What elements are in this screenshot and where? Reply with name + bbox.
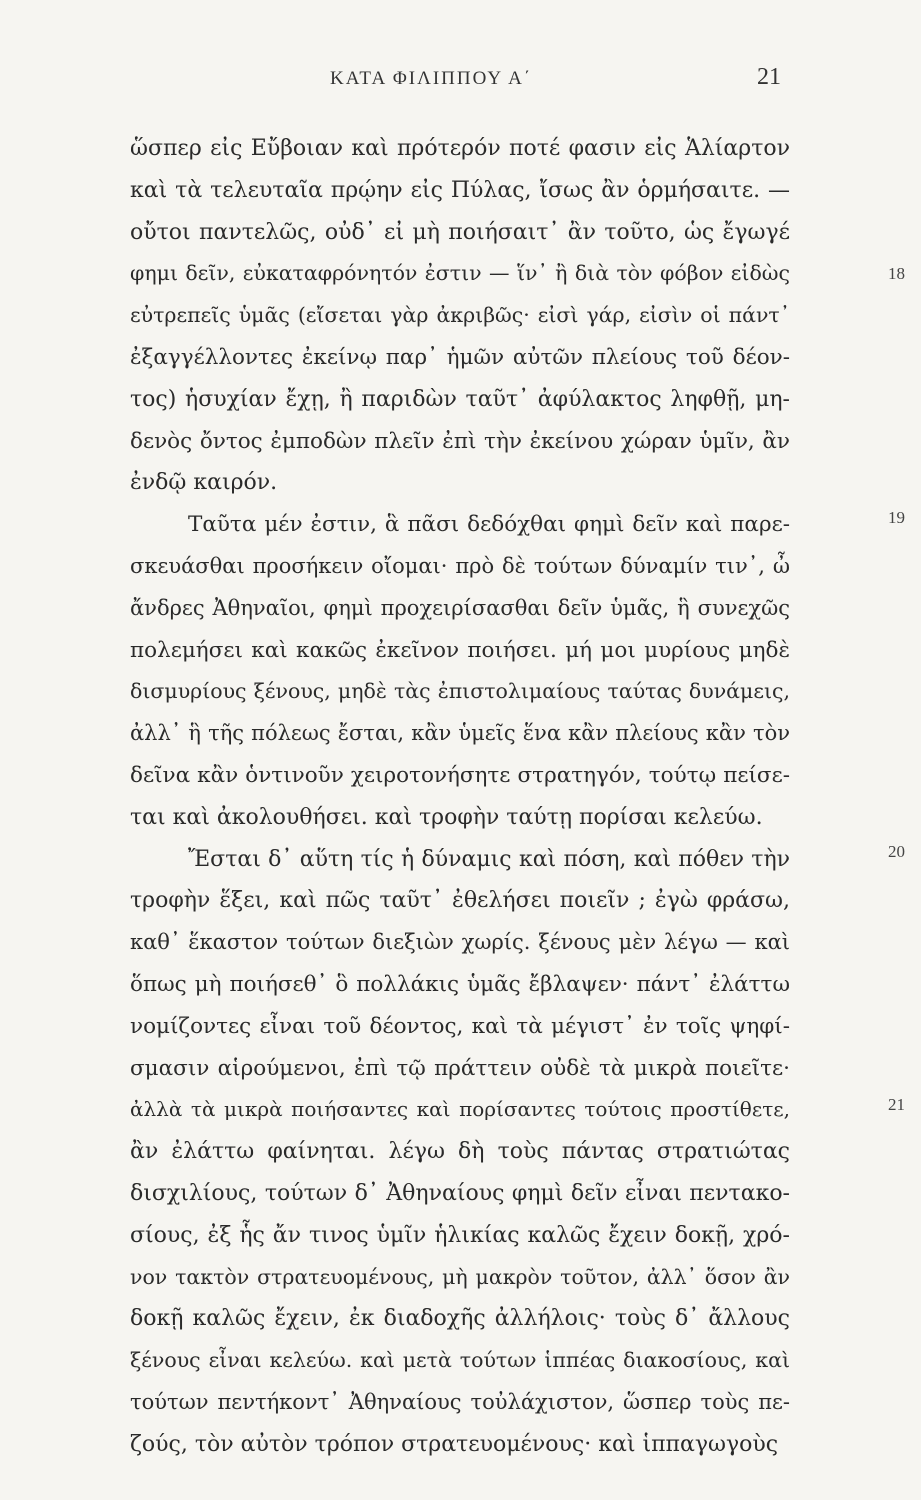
- text-line: δενὸς ὄντος ἐμποδὼν πλεῖν ἐπὶ τὴν ἐκείνου χώραν ὑμῖν, ἂν: [130, 428, 790, 454]
- text-line: τος) ἡσυχίαν ἔχῃ, ἢ παριδὼν ταῦτ᾽ ἀφύλακτος ληφθῇ, μη-: [130, 386, 790, 412]
- text-line: σμασιν αἱρούμενοι, ἐπὶ τῷ πράττειν οὐδὲ τὰ μικρὰ ποιεῖτε·: [130, 1055, 790, 1081]
- text-line: πολεμήσει καὶ κακῶς ἐκεῖνον ποιήσει. μή μοι μυρίους μηδὲ: [130, 637, 790, 663]
- text-line: νομίζοντες εἶναι τοῦ δέοντος, καὶ τὰ μέγιστ᾽ ἐν τοῖς ψηφί-: [130, 1013, 790, 1039]
- text-line: ὅπως μὴ ποιήσεθ᾽ ὃ πολλάκις ὑμᾶς ἔβλαψεν· πάντ᾽ ἐλάττω: [130, 971, 790, 997]
- text-line: ὥσπερ εἰς Εὔβοιαν καὶ πρότερόν ποτέ φασιν εἰς Ἁλίαρτον: [130, 136, 790, 161]
- text-line: ξένους εἶναι κελεύω. καὶ μετὰ τούτων ἱππέας διακοσίους, καὶ: [130, 1348, 790, 1373]
- text-line: καὶ τὰ τελευταῖα πρῴην εἰς Πύλας, ἴσως ἂν ὁρμήσαιτε. —: [130, 177, 790, 203]
- text-line: φημι δεῖν, εὐκαταφρόνητόν ἐστιν — ἵν᾽ ἢ διὰ τὸν φόβον εἰδὼς: [130, 261, 790, 286]
- page-number: 21: [757, 64, 781, 90]
- running-title: ΚΑΤΑ ΦΙΛΙΠΠΟΥ Α΄: [330, 68, 533, 89]
- text-line: ἐνδῷ καιρόν.: [130, 470, 278, 496]
- text-line: ται καὶ ἀκολουθήσει. καὶ τροφὴν ταύτῃ πορίσαι κελεύω.: [130, 804, 763, 830]
- paragraph-start-line: Ταῦτα μέν ἐστιν, ἃ πᾶσι δεδόχθαι φημὶ δεῖν καὶ παρε-: [188, 512, 790, 538]
- paragraph-start-line: Ἔσται δ᾽ αὕτη τίς ἡ δύναμις καὶ πόση, καὶ πόθεν τὴν: [188, 846, 790, 872]
- text-line: νον τακτὸν στρατευομένους, μὴ μακρὸν τοῦτον, ἀλλ᾽ ὅσον ἂν: [130, 1264, 790, 1289]
- section-number-20: 20: [888, 842, 905, 861]
- section-number-21: 21: [888, 1095, 905, 1114]
- text-line: σίους, ἐξ ἧς ἄν τινος ὑμῖν ἡλικίας καλῶς ἔχειν δοκῇ, χρό-: [130, 1222, 790, 1248]
- text-line: τούτων πεντήκοντ᾽ Ἀθηναίους τοὐλάχιστον, ὥσπερ τοὺς πε-: [130, 1389, 790, 1414]
- text-line: τροφὴν ἕξει, καὶ πῶς ταῦτ᾽ ἐθελήσει ποιεῖν ; ἐγὼ φράσω,: [130, 888, 790, 914]
- text-line: δοκῇ καλῶς ἔχειν, ἐκ διαδοχῆς ἀλλήλοις· τοὺς δ᾽ ἄλλους: [130, 1306, 790, 1332]
- text-line: δισχιλίους, τούτων δ᾽ Ἀθηναίους φημὶ δεῖν εἶναι πεντακο-: [130, 1180, 790, 1206]
- text-line: καθ᾽ ἕκαστον τούτων διεξιὼν χωρίς. ξένους μὲν λέγω — καὶ: [130, 930, 790, 955]
- section-number-19: 19: [888, 508, 905, 527]
- text-line: ἀλλ᾽ ἣ τῆς πόλεως ἔσται, κἂν ὑμεῖς ἕνα κἂν πλείους κἂν τὸν: [130, 721, 790, 746]
- text-line: ἂν ἐλάττω φαίνηται. λέγω δὴ τοὺς πάντας στρατιώτας: [130, 1139, 790, 1165]
- text-line: ἐξαγγέλλοντες ἐκείνῳ παρ᾽ ἡμῶν αὐτῶν πλείους τοῦ δέον-: [130, 344, 790, 370]
- text-line: ζούς, τὸν αὐτὸν τρόπον στρατευομένους· καὶ ἱππαγωγοὺς: [130, 1431, 779, 1457]
- text-line: ἀλλὰ τὰ μικρὰ ποιήσαντες καὶ πορίσαντες τούτοις προστίθετε,: [130, 1097, 790, 1122]
- body-text: [130, 128, 790, 1466]
- section-number-18: 18: [888, 264, 905, 283]
- text-line: ἄνδρες Ἀθηναῖοι, φημὶ προχειρίσασθαι δεῖν ὑμᾶς, ἣ συνεχῶς: [130, 595, 790, 620]
- text-line: εὐτρεπεῖς ὑμᾶς (εἴσεται γὰρ ἀκριβῶς· εἰσὶ γάρ, εἰσὶν οἱ πάντ᾽: [130, 303, 790, 328]
- text-line: οὔτοι παντελῶς, οὐδ᾽ εἰ μὴ ποιήσαιτ᾽ ἂν τοῦτο, ὡς ἔγωγέ: [130, 219, 790, 245]
- text-line: δεῖνα κἂν ὁντινοῦν χειροτονήσητε στρατηγόν, τούτῳ πείσε-: [130, 762, 790, 788]
- text-line: σκευάσθαι προσήκειν οἴομαι· πρὸ δὲ τούτων δύναμίν τιν᾽, ὦ: [130, 553, 790, 578]
- text-line: δισμυρίους ξένους, μηδὲ τὰς ἐπιστολιμαίους ταύτας δυνάμεις,: [130, 679, 790, 704]
